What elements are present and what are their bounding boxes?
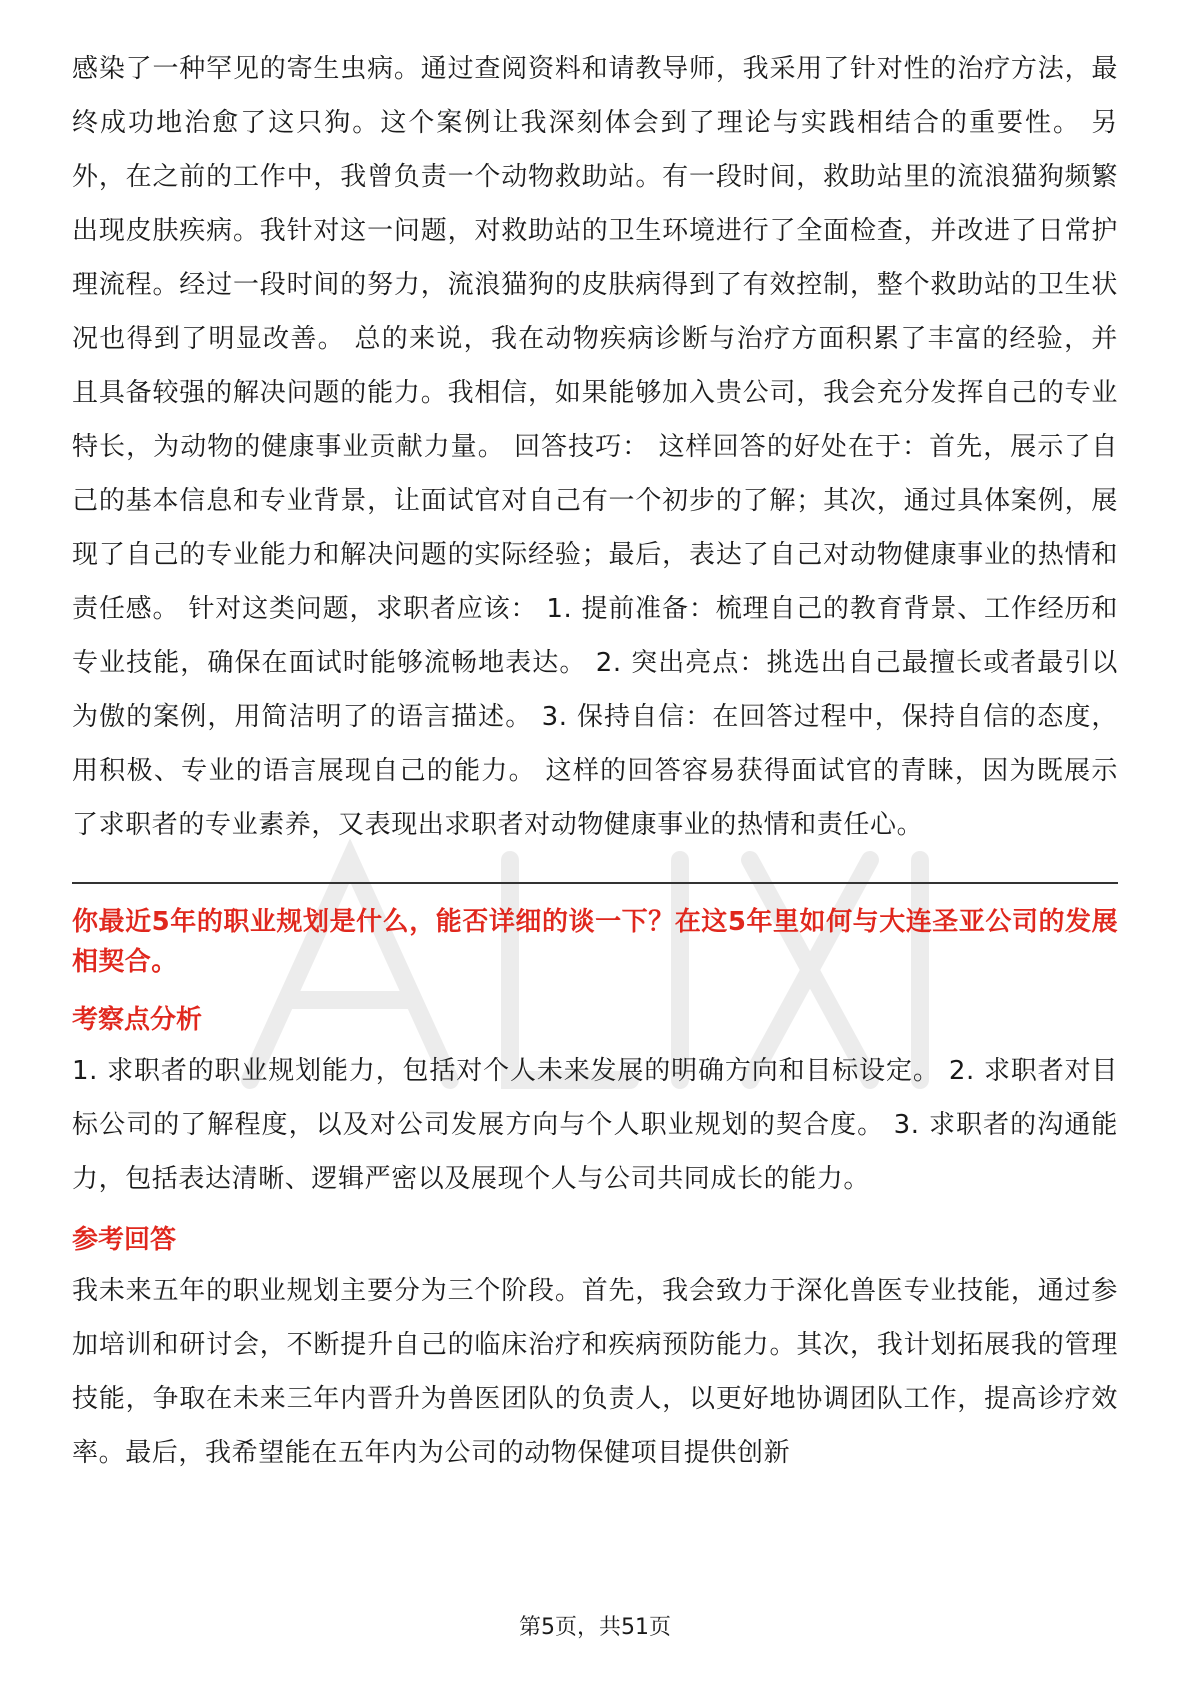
section-divider: [72, 882, 1118, 884]
previous-answer-paragraph: 感染了一种罕见的寄生虫病。通过查阅资料和请教导师，我采用了针对性的治疗方法，最终成功地治愈了这只狗。这个案例让我深刻体会到了理论与实践相结合的重要性。 另外，在之前的工作中，我曾负责一个动物救助站。有一段时间，救助站里的流浪猫狗频繁出现皮肤疾病。我针对这一问题，对救助站的卫生环境进行了全面检查，并改进了日常护理流程。经过一段时间的努力，流浪猫狗的皮肤病得到了有效控制，整个救助站的卫生状况也得到了明显改善。 总的来说，我在动物疾病诊断与治疗方面积累了丰富的经验，并且具备较强的解决问题的能力。我相信，如果能够加入贵公司，我会充分发挥自己的专业特长，为动物的健康事业贡献力量。 回答技巧： 这样回答的好处在于：首先，展示了自己的基本信息和专业背景，让面试官对自己有一个初步的了解；其次，通过具体案例，展现了自己的专业能力和解决问题的实际经验；最后，表达了自己对动物健康事业的热情和责任感。 针对这类问题，求职者应该： 1. 提前准备：梳理自己的教育背景、工作经历和专业技能，确保在面试时能够流畅地表达。 2. 突出亮点：挑选出自己最擅长或者最引以为傲的案例，用简洁明了的语言描述。 3. 保持自信：在回答过程中，保持自信的态度，用积极、专业的语言展现自己的能力。 这样的回答容易获得面试官的青睐，因为既展示了求职者的专业素养，又表现出求职者对动物健康事业的热情和责任心。: [72, 54, 1118, 840]
page-content: [72, 42, 1118, 1480]
answer-paragraph: 我未来五年的职业规划主要分为三个阶段。首先，我会致力于深化兽医专业技能，通过参加培训和研讨会，不断提升自己的临床治疗和疾病预防能力。其次，我计划拓展我的管理技能，争取在未来三年内晋升为兽医团队的负责人，以更好地协调团队工作，提高诊疗效率。最后，我希望能在五年内为公司的动物保健项目提供创新: [72, 1276, 1118, 1468]
page-number-footer: 第5页，共51页: [519, 1615, 671, 1640]
analysis-paragraph: 1. 求职者的职业规划能力，包括对个人未来发展的明确方向和目标设定。 2. 求职者对目标公司的了解程度，以及对公司发展方向与个人职业规划的契合度。 3. 求职者的沟通能力，包括表达清晰、逻辑严密以及展现个人与公司共同成长的能力。: [72, 1056, 1118, 1194]
analysis-heading: 考察点分析: [72, 1005, 203, 1035]
answer-heading: 参考回答: [72, 1225, 177, 1255]
interview-question: 你最近5年的职业规划是什么，能否详细的谈一下？在这5年里如何与大连圣亚公司的发展相契合。: [72, 907, 1118, 977]
